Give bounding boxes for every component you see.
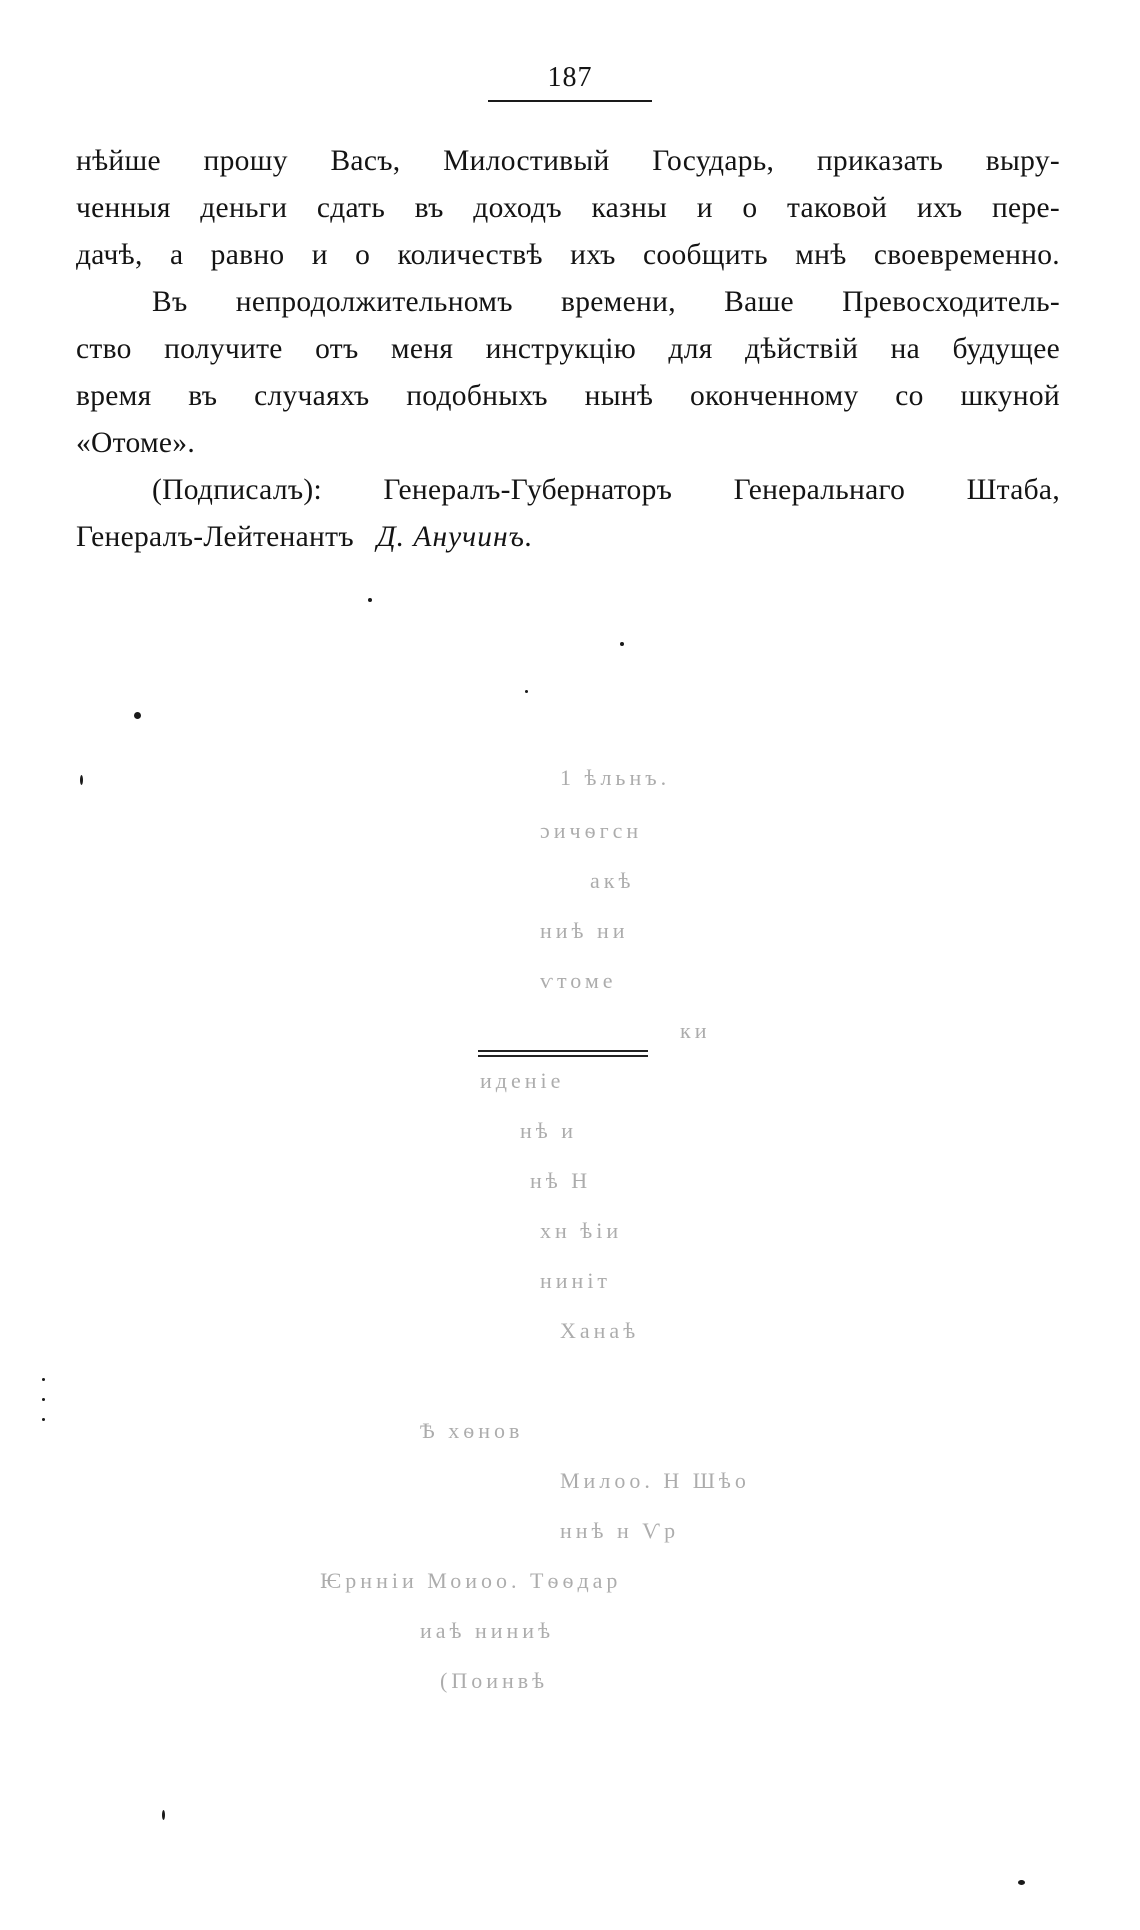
ink-speck: [1018, 1880, 1025, 1885]
section-divider: [478, 1050, 648, 1059]
bleed-line-8: нѣ и: [520, 1118, 577, 1143]
paragraph-2: [76, 279, 1060, 467]
signature-block: [76, 467, 1060, 561]
ink-speck: [80, 775, 83, 785]
bleed-line-12: Ханаѣ: [560, 1318, 640, 1343]
ink-speck: [134, 712, 141, 719]
ink-speck: [162, 1810, 165, 1820]
page-number: 187: [547, 62, 593, 93]
ink-speck: [42, 1398, 45, 1401]
bleed-line-18: (Поинвѣ: [440, 1668, 549, 1693]
signature-rank: Генералъ-Лейтенантъ: [76, 521, 354, 553]
bleed-line-1: 1 ѣльнъ.: [560, 765, 671, 790]
signature-line-1: (Подписалъ): Генералъ-Губернаторъ Генеральнаго Штаба,: [152, 474, 1060, 506]
header-rule: [488, 100, 652, 102]
paragraph-1-line-1: нѣйше прошу Васъ, Милостивый Государь, приказать выру-: [76, 145, 1060, 177]
bleed-line-14: Милоо. Н Шѣо: [560, 1468, 750, 1493]
ink-speck: [42, 1378, 45, 1381]
bleed-line-9: нѣ Н: [530, 1168, 592, 1193]
bleed-line-15: ннѣ н Ѵр: [560, 1518, 680, 1543]
paragraph-2-line-3: время въ случаяхъ подобныхъ нынѣ оконченному со шкуной: [76, 380, 1060, 412]
paragraph-1: [76, 138, 1060, 279]
bleed-line-11: ниніт: [540, 1268, 612, 1293]
paragraph-2-line-4: «Отоме».: [76, 427, 196, 459]
letter-body: [76, 138, 1060, 561]
bleed-line-16: Ѥрнніи Моиоo. Тѳѳдар: [320, 1568, 622, 1593]
signature-line-2: [76, 514, 1060, 561]
paragraph-2-line-1: Въ непродолжительномъ времени, Ваше Превосходитель-: [152, 286, 1060, 318]
bleed-line-17: иаѣ ниниѣ: [420, 1618, 555, 1643]
paragraph-1-line-2: ченныя деньги сдать въ доходъ казны и о таковой ихъ пере-: [76, 192, 1060, 224]
ink-speck: [620, 642, 624, 646]
bleed-line-5: ѵтоме: [540, 968, 617, 993]
ink-speck: [42, 1418, 45, 1421]
bleed-line-4: ниѣ ни: [540, 918, 629, 943]
ink-speck: [368, 598, 372, 602]
bleed-line-7: иденіе: [480, 1068, 565, 1093]
bleed-line-10: хн ѣіи: [540, 1218, 623, 1243]
paragraph-1-line-3: дачѣ, а равно и о количествѣ ихъ сообщить мнѣ своевременно.: [76, 239, 1060, 271]
ink-speck: [525, 690, 528, 693]
signature-name: Д. Анучинъ.: [376, 521, 534, 553]
bleed-line-2: ɔичѳгсн: [540, 818, 643, 843]
bleed-line-6: ки: [680, 1018, 711, 1043]
bleed-line-3: акѣ: [590, 868, 635, 893]
paragraph-2-line-2: ство получите отъ меня инструкцію для дѣйствій на будущее: [76, 333, 1060, 365]
bleed-line-13: Ѣ хѳнов: [420, 1418, 524, 1443]
